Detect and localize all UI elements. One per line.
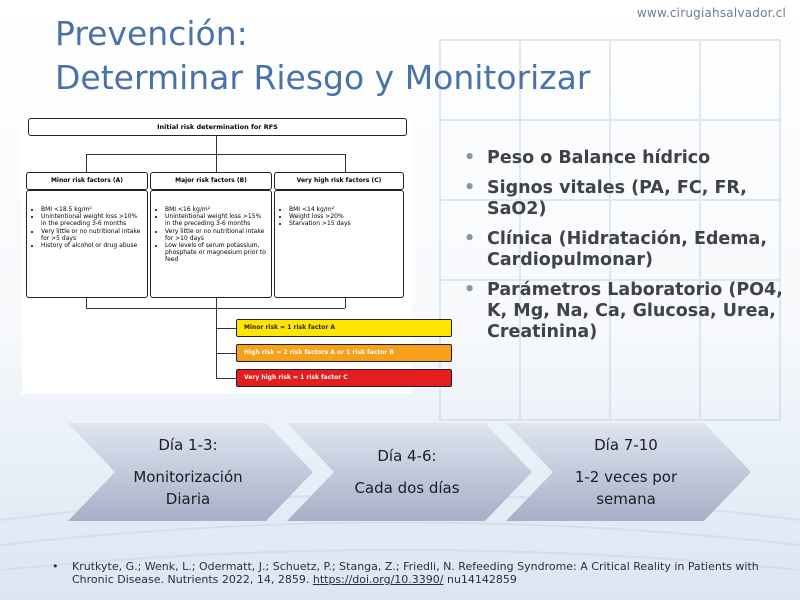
doi-suffix: nu14142859 bbox=[446, 572, 517, 586]
connector bbox=[86, 154, 87, 172]
connector bbox=[216, 353, 236, 354]
list-item: • Signos vitales (PA, FC, FR, SaO2) bbox=[462, 178, 792, 220]
major-risk-header: Major risk factors (B) bbox=[150, 172, 272, 190]
list-item: • BMI <14 kg/m² bbox=[289, 206, 398, 213]
risk-flowchart bbox=[22, 114, 412, 394]
reference-bullet: • bbox=[52, 560, 59, 573]
step-3-line-2: 1-2 veces por bbox=[574, 468, 678, 486]
minor-risk-result: Minor risk = 1 risk factor A bbox=[236, 319, 452, 337]
connector bbox=[345, 298, 346, 308]
site-url: www.cirugiahsalvador.cl bbox=[636, 6, 786, 20]
list-item: • BMI <18.5 kg/m² bbox=[41, 206, 142, 213]
list-item: • Unintentional weight loss >15% in the preceding 3-6 months bbox=[165, 213, 266, 227]
very-high-risk-header: Very high risk factors (C) bbox=[274, 172, 404, 190]
connector bbox=[345, 154, 346, 172]
reference-citation bbox=[52, 561, 772, 586]
step-day-7-10 bbox=[506, 423, 751, 521]
major-risk-list bbox=[150, 190, 272, 298]
doi-link[interactable]: https://doi.org/10.3390/ bbox=[312, 572, 444, 586]
list-item: • Unintentional weight loss >10% in the preceding 3-6 months bbox=[41, 213, 142, 227]
step-1-line-3: Diaria bbox=[165, 490, 211, 508]
flowchart-root-box: Initial risk determination for RFS bbox=[28, 118, 407, 136]
connector bbox=[216, 154, 217, 172]
connector bbox=[216, 298, 217, 378]
list-item: • Parámetros Laboratorio (PO4, K, Mg, Na, Ca, Glucosa, Urea, Creatinina) bbox=[462, 280, 792, 343]
list-item: • BMI <16 kg/m² bbox=[165, 206, 266, 213]
list-item: • Peso o Balance hídrico bbox=[462, 148, 792, 169]
list-item: • Clínica (Hidratación, Edema, Cardiopulmonar) bbox=[462, 229, 792, 271]
connector bbox=[86, 298, 87, 308]
connector bbox=[216, 136, 217, 154]
step-3-line-3: semana bbox=[596, 490, 656, 508]
step-day-1-3 bbox=[68, 423, 313, 521]
minor-risk-header: Minor risk factors (A) bbox=[26, 172, 148, 190]
list-item: • Weight loss >20% bbox=[289, 213, 398, 220]
step-2-label: Día 4-6: bbox=[377, 447, 437, 465]
title-line-2: Determinar Riesgo y Monitorizar bbox=[55, 58, 591, 97]
connector bbox=[216, 328, 236, 329]
step-2-line-2: Cada dos días bbox=[354, 479, 460, 497]
monitoring-list bbox=[462, 148, 792, 352]
reference-text: Krutkyte, G.; Wenk, L.; Odermatt, J.; Schuetz, P.; Stanga, Z.; Friedli, N. Refeeding Syndrome: A Critical Reality in Patients with Chronic Disease. Nutrients 2022, 14, 2859. bbox=[72, 560, 759, 586]
title-line-1: Prevención: bbox=[55, 14, 248, 53]
list-item: • History of alcohol or drug abuse bbox=[41, 242, 142, 249]
list-item: • Very little or no nutritional intake for >5 days bbox=[41, 228, 142, 242]
list-item: • Starvation >15 days bbox=[289, 220, 398, 227]
list-item: • Very little or no nutritional intake for >10 days bbox=[165, 228, 266, 242]
high-risk-result: High risk = 2 risk factors A or 1 risk factor B bbox=[236, 344, 452, 362]
step-3-label: Día 7-10 bbox=[594, 436, 658, 454]
minor-risk-list bbox=[26, 190, 148, 298]
step-1-line-2: Monitorización bbox=[133, 468, 243, 486]
very-high-risk-result: Very high risk = 1 risk factor C bbox=[236, 369, 452, 387]
connector bbox=[216, 378, 236, 379]
very-high-risk-list bbox=[274, 190, 404, 298]
list-item: • Low levels of serum potassium, phosphate or magnesium prior to feed bbox=[165, 242, 266, 264]
step-1-label: Día 1-3: bbox=[158, 436, 218, 454]
page-title bbox=[55, 12, 590, 100]
step-day-4-6 bbox=[287, 423, 532, 521]
